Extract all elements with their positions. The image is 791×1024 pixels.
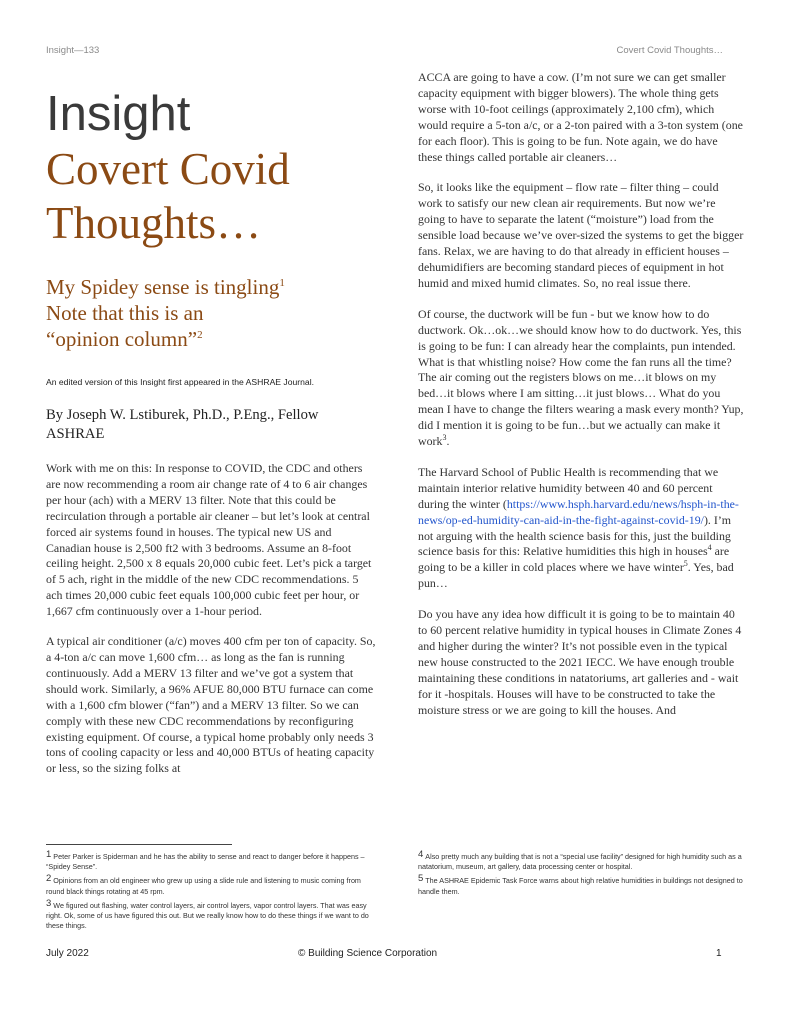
footnote-1: 1 Peter Parker is Spiderman and he has the ability to sense and react to danger before it happens – “Spidey Sense”.: [46, 849, 365, 872]
footnote-3: 3 We figured out flashing, water control layers, air control layers, vapor control layers. That was easy right. Ok, some of us have figured this out. But we really know how to do these things if we want to do these things.: [46, 897, 369, 931]
right-column: [418, 70, 744, 719]
body-paragraph: Do you have any idea how difficult it is going to be to maintain 40 to 60 percent relative humidity in typical houses in Climate Zones 4 and higher during the winter? It’s not possible even in the typical new house constructed to the 2021 IECC. We have enough trouble maintaining these conditions in natatoriums, art galleries and - wait for it -hospitals. Houses will have to be constructed to take the moisture stress or we are going to kill the houses. And: [418, 607, 742, 717]
left-column: [46, 86, 376, 777]
harvard-article-link[interactable]: https://www.hsph.harvard.edu/news/hsph-in-the-news/op-ed-humidity-can-aid-in-the-fight-against-covid-19/: [418, 496, 739, 527]
running-header-title: Covert Covid Thoughts…: [616, 45, 723, 56]
footnote-2: 2 Opinions from an old engineer who grew up using a slide rule and listening to music coming from round black things rotating at 45 rpm.: [46, 873, 361, 896]
footer-copyright: © Building Science Corporation: [298, 948, 438, 959]
edited-version-note: An edited version of this Insight first appeared in the ASHRAE Journal.: [46, 377, 314, 387]
footnote-ref-3[interactable]: 3: [442, 433, 447, 443]
running-header-issue: Insight—133: [46, 45, 100, 56]
footnote-ref-1[interactable]: 1: [279, 277, 285, 289]
page-number: 1: [716, 948, 722, 959]
subtitle: [46, 274, 376, 352]
body-paragraph: Work with me on this: In response to COVID, the CDC and others are now recommending a room air change rate of 4 to 6 air changes per hour (ach) with a MERV 13 filter. Note that this could be recirculation through a portable air cleaner – but let’s look at central forced air systems found in houses. The typical new US and Canadian house is 2,500 ft2 with 3 bedrooms. Assume an 8-foot ceiling height. 2,500 x 8 equals 20,000 cubic feet. Let’s pick a target of 5 ach, right in the middle of the new CDC recommendations. 5 ach times 20,000 cubic feet equals 100,000 cubic feet per hour, or 1,667 cfm continuously over a 1-hour period.: [46, 461, 372, 619]
body-paragraph: ACCA are going to have a cow. (I’m not sure we can get smaller capacity equipment with bigger blowers). The whole thing gets worse with 10-foot ceilings (approximately 2,100 cfm), which would require a 5-ton a/c, or a 2-ton paired with a 3-ton system (one for each floor). This is going to be fun. Note again, we do have these things called portable air cleaners…: [418, 70, 743, 164]
subtitle-line-3: “opinion column”$^2$: [46, 327, 203, 351]
footnote-ref-2[interactable]: 2: [197, 329, 203, 341]
body-paragraph: A typical air conditioner (a/c) moves 400 cfm per ton of capacity. So, a 4-ton a/c can move 1,600 cfm… as long as the fan is running continuously. Add a MERV 13 filter and we’ve got a system that should work. Similarly, a 96% AFUE 80,000 BTU furnace can come with a 1,600 cfm blower (“fan”) and a MERV 13 filter. So we can comply with these new CDC recommendations by reconfiguring existing equipment. Of course, a typical home probably only needs 3 tons of cooling capacity or less and 40,000 BTUs of heating capacity or less, so the sizing folks at: [46, 634, 376, 776]
article-title: [46, 142, 376, 250]
footnote-ref-4[interactable]: 4: [707, 543, 712, 553]
footnotes-left: [46, 850, 376, 933]
kicker-title: Insight: [46, 87, 191, 141]
footnote-5: 5 The ASHRAE Epidemic Task Force warns about high relative humidities in buildings not designed to handle them.: [418, 873, 743, 896]
footnote-divider: [46, 844, 232, 845]
footnote-4: 4 Also pretty much any building that is not a “special use facility” designed for high humidity such as a natatorium, museum, art gallery, data processing center or hospital.: [418, 849, 742, 872]
subtitle-line-2: Note that this is an: [46, 301, 204, 325]
footnotes-right: [418, 850, 748, 899]
article-title-line-1: Covert Covid: [46, 144, 290, 194]
subtitle-line-1: My Spidey sense is tingling$^1$: [46, 275, 285, 299]
body-paragraph: So, it looks like the equipment – flow rate – filter thing – could work to satisfy our new clean air requirements. But now we’re going to have to separate the latent (“moisture”) load from the sensible load because we’ve over-sized the systems to get the bigger fans. Relax, we are having to do that already in efficient houses – dehumidifiers are becoming standard pieces of equipment in hot humid and mixed humid climates. So, no real issue there.: [418, 180, 744, 290]
author-byline: By Joseph W. Lstiburek, Ph.D., P.Eng., Fellow ASHRAE: [46, 407, 319, 442]
body-paragraph: The Harvard School of Public Health is recommending that we maintain interior relative humidity between 40 and 60 percent during the winter (https://www.hsph.harvard.edu/news/hsph-in-the-news/op-ed-humidity-can-aid-in-the-fight-against-covid-19/). I’m not arguing with the health science basis for this, just the building science basis for this: Relative humidities this high in houses$^4$ are going to be a killer in cold places where we have winter$^5$. Yes, bad pun…: [418, 464, 739, 591]
footnote-ref-5[interactable]: 5: [683, 559, 688, 569]
article-title-line-2: Thoughts…: [46, 198, 262, 248]
body-paragraph: Of course, the ductwork will be fun - but we know how to do ductwork. Ok…ok…we should know how to do ductwork. Yes, this is going to be fun: I can already hear the complaints, pun intended. What is that whistling noise? How come the fan runs all the time? The air coming out the registers blows on me…it blows on my bed…it blows where I am sitting…it just blows… What do you mean I have to change the filters wearing a mask every month? Yup, did I mention it is going to be fun…but we actually can make it work$^3$.: [418, 306, 744, 449]
footer-date: July 2022: [46, 948, 89, 959]
